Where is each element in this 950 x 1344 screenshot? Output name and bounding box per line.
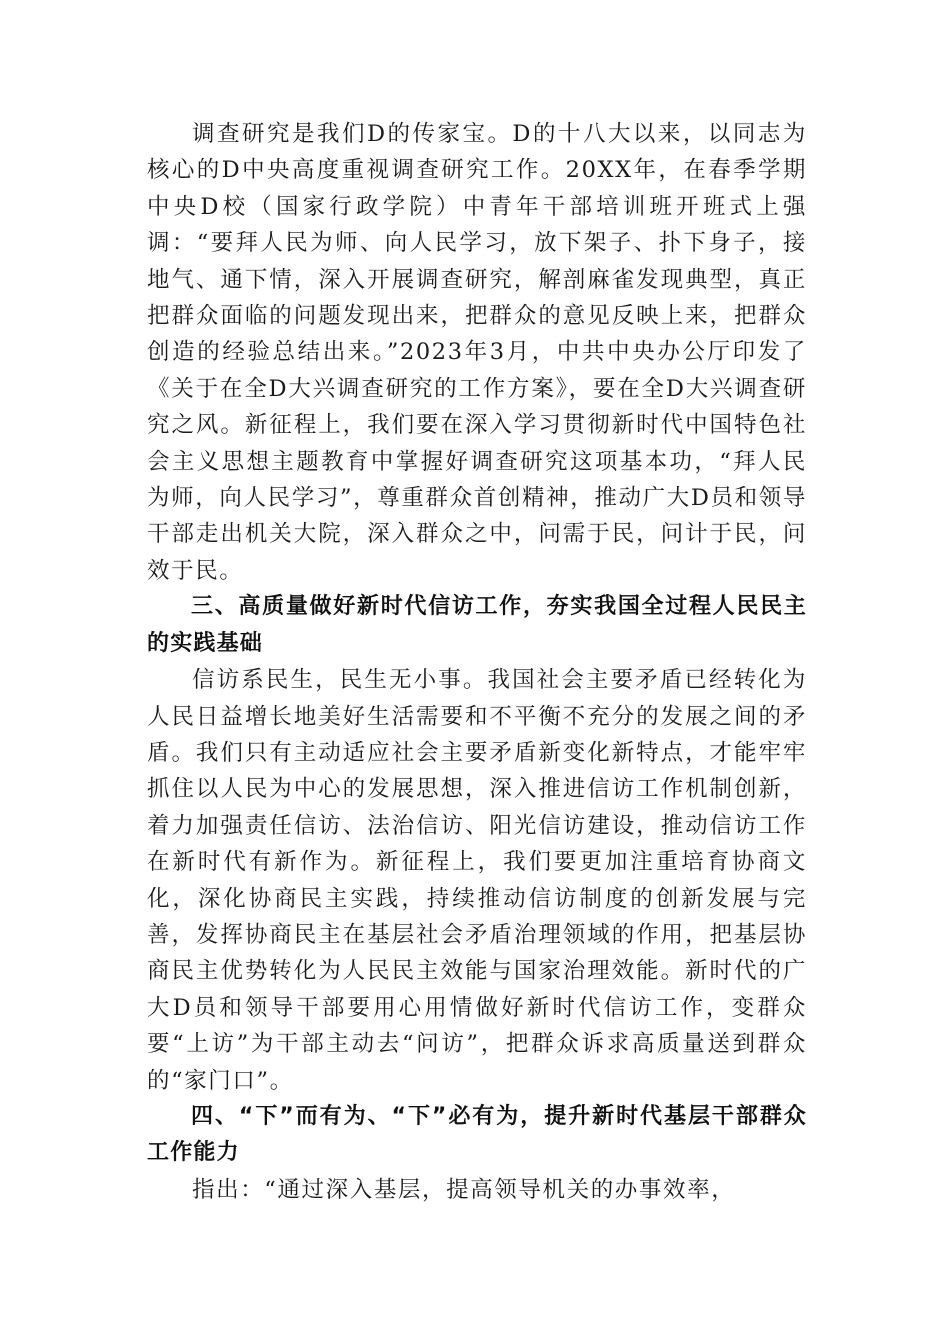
section-heading-4: 四、“下”而有为、“下”必有为，提升新时代基层干部群众工作能力 — [147, 1103, 807, 1166]
body-paragraph-petition: 信访系民生，民生无小事。我国社会主要矛盾已经转化为人民日益增长地美好生活需要和不平衡不充分的发展之间的矛盾。我们只有主动适应社会主要矛盾新变化新特点，才能牢牢抓住以人民为中心的发展思想，深入推进信访工作机制创新，着力加强责任信访、法治信访、阳光信访建设，推动信访工作在新时代有新作为。新征程上，我们要更加注重培育协商文化，深化协商民主实践，持续推动信访制度的创新发展与完善，发挥协商民主在基层社会矛盾治理领域的作用，把基层协商民主优势转化为人民民主效能与国家治理效能。新时代的广大D员和领导干部要用心用情做好新时代信访工作，变群众要“上访”为干部主动去“问访”，把群众诉求高质量送到群众的“家门口”。 — [147, 667, 807, 1094]
section-heading-3: 三、高质量做好新时代信访工作，夯实我国全过程人民民主的实践基础 — [147, 594, 807, 656]
body-paragraph-investigation: 调查研究是我们D的传家宝。D的十八大以来，以同志为核心的D中央高度重视调查研究工作。20XX年，在春季学期中央D校（国家行政学院）中青年干部培训班开班式上强调：“要拜人民为师、向人民学习，放下架子、扑下身子，接地气、通下情，深入开展调查研究，解剖麻雀发现典型，真正把群众面临的问题发现出来，把群众的意见反映上来，把群众创造的经验总结出来。”2023年3月，中共中央办公厅印发了《关于在全D大兴调查研究的工作方案》，要在全D大兴调查研究之风。新征程上，我们要在深入学习贯彻新时代中国特色社会主义思想主题教育中掌握好调查研究这项基本功，“拜人民为师，向人民学习”，尊重群众首创精神，推动广大D员和领导干部走出机关大院，深入群众之中，问需于民，问计于民，问效于民。 — [147, 121, 807, 584]
document-body — [147, 116, 807, 1208]
body-paragraph-grassroots: 指出：“通过深入基层，提高领导机关的办事效率， — [192, 1176, 736, 1203]
